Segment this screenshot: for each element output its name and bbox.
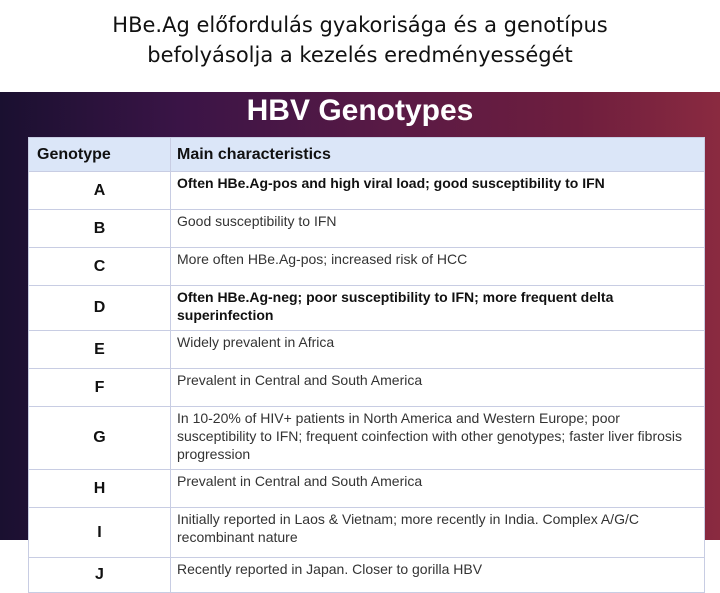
genotype-cell: E (29, 331, 171, 369)
genotype-cell: B (29, 210, 171, 248)
header-title-line-1: HBe.Ag előfordulás gyakorisága és a genotípus (112, 13, 608, 37)
characteristics-cell: Often HBe.Ag-pos and high viral load; good susceptibility to IFN (171, 172, 705, 210)
characteristics-cell: Initially reported in Laos & Vietnam; more recently in India. Complex A/G/C recombinant nature (171, 508, 705, 558)
genotype-table-container (28, 137, 704, 583)
slide-title: HBV Genotypes (246, 94, 474, 127)
table-row (29, 172, 705, 210)
genotype-cell: G (29, 407, 171, 470)
genotype-cell: D (29, 286, 171, 331)
column-header-genotype: Genotype (29, 138, 171, 172)
genotype-cell: I (29, 508, 171, 558)
characteristics-cell: Widely prevalent in Africa (171, 331, 705, 369)
genotype-cell: F (29, 369, 171, 407)
characteristics-cell: Prevalent in Central and South America (171, 470, 705, 508)
table-row (29, 508, 705, 558)
characteristics-cell: In 10-20% of HIV+ patients in North America and Western Europe; poor susceptibility to IFN; frequent coinfection with other genotypes; faster liver fibrosis progression (171, 407, 705, 470)
characteristics-cell: Prevalent in Central and South America (171, 369, 705, 407)
table-row (29, 369, 705, 407)
characteristics-cell: Often HBe.Ag-neg; poor susceptibility to IFN; more frequent delta superinfection (171, 286, 705, 331)
table-row (29, 248, 705, 286)
header-title-line-2: befolyásolja a kezelés eredményességét (147, 43, 573, 67)
characteristics-cell: Good susceptibility to IFN (171, 210, 705, 248)
table-row (29, 558, 705, 593)
slide-panel (0, 92, 720, 583)
table-row (29, 286, 705, 331)
characteristics-cell: More often HBe.Ag-pos; increased risk of HCC (171, 248, 705, 286)
genotype-cell: H (29, 470, 171, 508)
table-row (29, 407, 705, 470)
genotype-cell: C (29, 248, 171, 286)
genotype-cell: A (29, 172, 171, 210)
genotype-cell: J (29, 558, 171, 593)
characteristics-cell: Recently reported in Japan. Closer to gorilla HBV (171, 558, 705, 593)
table-row (29, 331, 705, 369)
table-header-row (29, 138, 705, 172)
table-row (29, 210, 705, 248)
column-header-characteristics: Main characteristics (171, 138, 705, 172)
slide-header (0, 0, 720, 92)
table-row (29, 470, 705, 508)
genotype-table (28, 137, 705, 593)
